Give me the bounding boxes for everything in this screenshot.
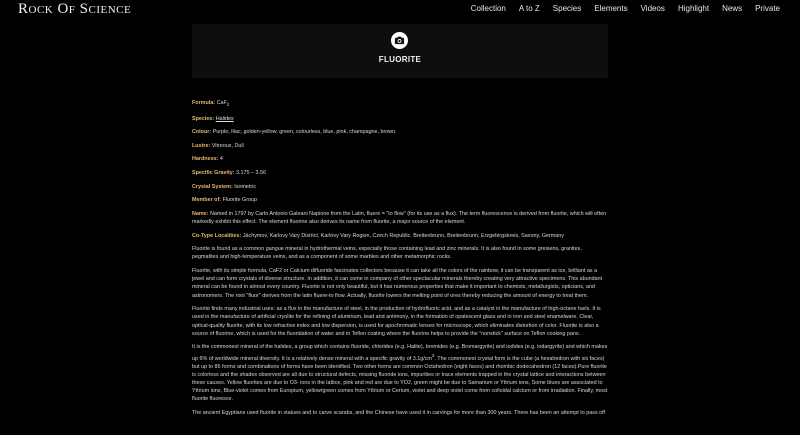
- formula-row: [192, 99, 608, 109]
- gravity-value: 3.175 – 3.56: [236, 170, 267, 177]
- paragraph-text: It is the commonest mineral of the halides, a group which contains fluoride, chlorides (e.g. Halite), bromides (e.g. Bromargyrite) and iodides (e.g. iodargyrite) and which makes up 6% of worldwide mineral diversity. It is a relatively dense mineral with a specific gravity of 3.1g/cm: [192, 344, 608, 362]
- crystal-value: Isometric: [234, 183, 257, 190]
- description-paragraph: Fluorite is found as a common gangue mineral in hydrothermal veins, especially those containing lead and zinc minerals. It is also found in some greisens, granites, pegmatites and high-temperature veins, and as a component of some marbles and other metamorphic rocks.: [192, 246, 582, 261]
- species-link[interactable]: Halides: [215, 115, 234, 122]
- site-logo[interactable]: Rock Of Science: [18, 1, 132, 17]
- nav-elements[interactable]: Elements: [594, 4, 628, 13]
- formula-value: CaF: [216, 100, 227, 106]
- crystal-label: Crystal System:: [192, 183, 233, 190]
- lustre-value: Vitreous, Dull: [211, 142, 244, 149]
- member-value: Fluorite Group: [222, 197, 258, 204]
- page-title: FLUORITE: [378, 55, 422, 64]
- name-value: Named in 1797 by Carlo Antonio Galeani Napione from the Latin, fluere = "to flow" (for its use as a flux). The term fluorescence is derived from fluorite, which will often markedly exhibit this effect. The element fluorine also derives its name from fluorite, a major source of the element.: [192, 210, 607, 226]
- nav-highlight[interactable]: Highlight: [677, 4, 710, 13]
- top-navigation-bar: [0, 0, 800, 18]
- cotype-label: Co-Type Localities:: [192, 232, 242, 239]
- formula-subscript: 2: [226, 102, 230, 108]
- colour-label: Colour:: [192, 129, 212, 136]
- main-nav: [471, 4, 780, 13]
- cotype-row: [192, 232, 608, 240]
- cotype-value: Jáchymov, Karlovy Vary District, Karlovy Vary Region, Czech Republic. Breitenbrunn, Breitenbrunn, Erzgebirgskreis, Saxony, Germany: [242, 232, 564, 239]
- colour-row: [192, 128, 608, 136]
- paragraph-text: . The commonest crystal form is the cube (a hexahedron with six faces) but up to 85 forms and combinations of forms have been identified. Two other forms are common Octahedron (eight faces) and rhombic dodecahedron (12 faces).Pure fluorite is colorless and the shades observed are all due to structural defects, missing fluoride ions, impurities or trace elements trapped in the crystal lattice and interactions between these causes. Yellow fluorites are due to O3- ions in the lattice, pink and red are due to YO2, green might be due to Samarium or Yttrium ions, Some blues are associated to Yttrium ions, Blue-violet comes from Europium, yellow/green comes from Yttrium or Cerium, violet and deep violet come from colloidal calcium or from irradiation. Finally, most fluorite fluoresce.: [192, 355, 608, 403]
- lustre-row: [192, 142, 608, 150]
- nav-videos[interactable]: Videos: [640, 4, 665, 13]
- gravity-row: [192, 169, 608, 177]
- crystal-row: [192, 183, 608, 191]
- name-row: [192, 210, 608, 226]
- mineral-details: [192, 99, 608, 423]
- superscript: 3: [431, 352, 435, 358]
- camera-icon[interactable]: [391, 32, 408, 49]
- description-paragraph: The ancient Egyptians used fluorite in statues and to carve scarabs, and the Chinese have used it in carvings for more than 300 years. There has been an attempt to pass off: [192, 410, 606, 417]
- nav-collection[interactable]: Collection: [470, 4, 506, 13]
- colour-value: Purple, lilac, golden-yellow, green, colourless, blue, pink, champagne, brown.: [212, 129, 397, 136]
- species-row: [192, 115, 608, 123]
- description-paragraph: Fluorite, with its simple formula, CaF2 or Calcium difluoride fascinates collectors because it can take all the colors of the rainbow, it can be transparent as ice, brilliant as a jewel and can form crystals of diverse structure. In addition, it can come in company of other spectacular minerals thereby creating very attractive specimens. This abundant mineral can be found in almost every country. Fluorite is not only beautiful, but it has numerous properties that make it important to chemists, metallurgists, opticians, and astronomers. The root "fluor" derives from the latin fluere-to flow. Actually, fluorite lowers the melting point of ores thereby reducing the amount of energy to treat them.: [192, 268, 603, 299]
- nav-private[interactable]: Private: [755, 4, 780, 13]
- mineral-header: [192, 24, 608, 78]
- gravity-label: Specific Gravity:: [192, 170, 235, 177]
- lustre-label: Lustre:: [192, 142, 211, 149]
- member-row: [192, 196, 608, 204]
- member-label: Member of:: [192, 197, 222, 204]
- nav-news[interactable]: News: [722, 4, 743, 13]
- description-paragraph: [192, 343, 608, 403]
- nav-species[interactable]: Species: [552, 4, 582, 13]
- name-label: Name:: [192, 210, 209, 217]
- hardness-row: [192, 155, 608, 163]
- description-paragraph: Fluorite finds many industrial uses: as a flux in the manufacture of steel, in the production of hydrofluoric acid, and as a catalyst in the manufacture of high-octane fuels. It is used in the manufacture of artificial cryolite for the refining of aluminum, lead and antimony, in the formation of opalescent glass and in iron and steel enamelware. Clear, optical-quality fluorite, with its low refractive index and low dispersion, is used for apochromatic lenses for microscope, which eliminates distortion of color. Fluorite is also a source of fluorine, which is used for the fluoridation of water and in Teflon coating where the fluorine helps to provide the "nonstick" surface on Teflon cooking pans.: [192, 306, 601, 337]
- nav-a-to-z[interactable]: A to Z: [518, 4, 540, 13]
- hardness-value: 4: [219, 156, 223, 163]
- formula-label: Formula:: [192, 100, 216, 106]
- species-label: Species:: [192, 115, 215, 122]
- hardness-label: Hardness:: [192, 156, 219, 163]
